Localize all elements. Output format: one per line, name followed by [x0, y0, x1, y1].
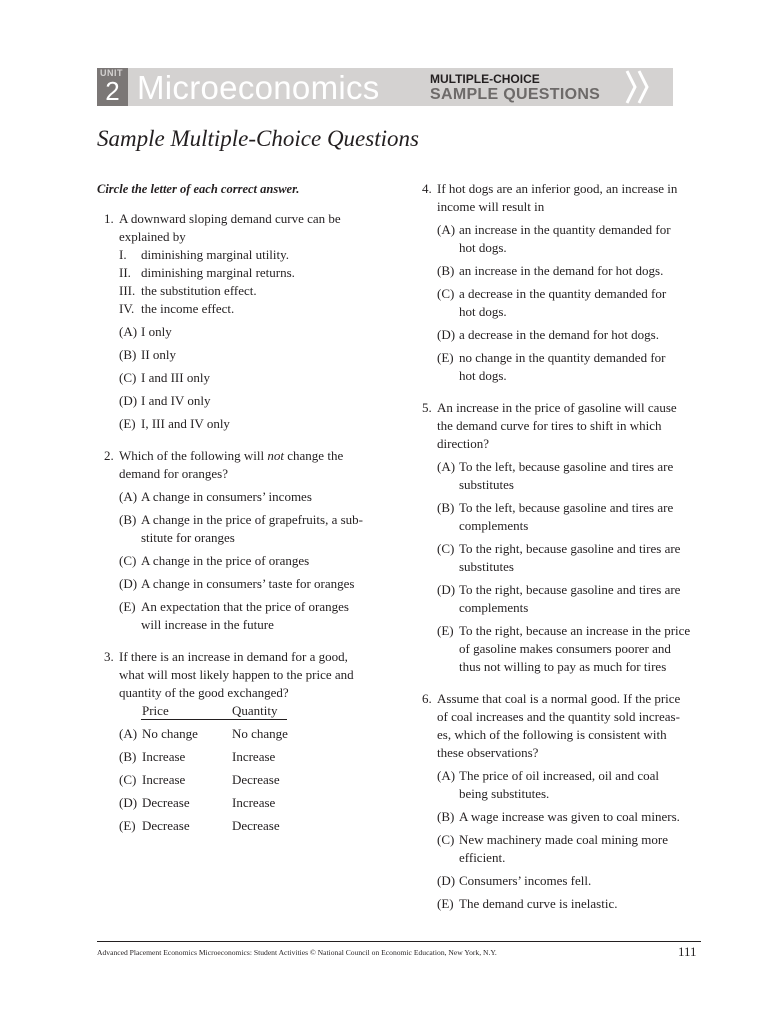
price-cell: Decrease [142, 795, 190, 810]
option-text: I and IV only [141, 393, 211, 408]
double-chevron-right-icon [97, 68, 673, 106]
question-text-line: es, which of the following is consistent with [437, 727, 667, 742]
option-letter: (B) [437, 263, 455, 278]
option-letter: (D) [119, 795, 138, 810]
option-text: A change in the price of oranges [141, 553, 310, 568]
option-letter: (E) [437, 896, 454, 911]
option-text: hot dogs. [459, 240, 507, 255]
question-number: 2. [104, 448, 114, 463]
unit-banner [97, 68, 673, 106]
option-text: A wage increase was given to coal miners. [459, 809, 680, 824]
roman-item [119, 282, 387, 300]
question-text-line: Which of the following will [119, 448, 268, 463]
roman-text: diminishing marginal utility. [141, 247, 290, 262]
question-text-line: quantity of the good exchanged? [119, 685, 289, 700]
option-text: stitute for oranges [141, 530, 235, 545]
roman-text: diminishing marginal returns. [141, 265, 295, 280]
question-number: 6. [422, 691, 432, 706]
table-header [119, 702, 387, 720]
option-letter: (D) [437, 582, 456, 597]
roman-item [119, 264, 387, 282]
roman-numeral: IV. [119, 301, 135, 316]
question-text-line: income will result in [437, 199, 545, 214]
answer-option [119, 346, 387, 364]
answer-option [119, 575, 387, 593]
option-letter: (C) [119, 772, 137, 787]
option-text: complements [459, 518, 529, 533]
question-number: 1. [104, 211, 114, 226]
option-text: thus not willing to pay as much for tires [459, 659, 667, 674]
table-row [119, 748, 387, 766]
roman-list [119, 246, 387, 318]
option-letter: (A) [437, 459, 456, 474]
option-letter: (A) [119, 324, 138, 339]
option-letter: (E) [437, 623, 454, 638]
right-column [415, 180, 705, 913]
question-3 [97, 648, 387, 835]
option-text: will increase in the future [141, 617, 274, 632]
price-cell: Increase [142, 749, 186, 764]
emphasis-not: not [267, 448, 285, 463]
option-letter: (B) [119, 512, 137, 527]
option-text: The price of oil increased, oil and coal [459, 768, 659, 783]
option-letter: (A) [119, 489, 138, 504]
answer-option [119, 369, 387, 387]
roman-numeral: II. [119, 265, 131, 280]
roman-item [119, 300, 387, 318]
column-header-quantity: Quantity [232, 703, 278, 718]
option-text: hot dogs. [459, 368, 507, 383]
option-letter: (E) [437, 350, 454, 365]
option-letter: (D) [437, 327, 456, 342]
unit-title: Microeconomics [137, 69, 380, 106]
answer-option [437, 285, 705, 321]
option-text: The demand curve is inelastic. [459, 896, 618, 911]
option-text: To the right, because an increase in the price [459, 623, 691, 638]
question-text-line: what will most likely happen to the price and [119, 667, 354, 682]
answer-option [437, 622, 705, 676]
option-letter: (B) [119, 749, 137, 764]
option-text: I only [141, 324, 172, 339]
section-label-bottom: SAMPLE QUESTIONS [430, 86, 601, 103]
question-number: 4. [422, 181, 432, 196]
question-text-line: If there is an increase in demand for a good, [119, 649, 348, 664]
price-cell: No change [142, 726, 198, 741]
question-text [437, 399, 705, 453]
table-header-rule [141, 719, 287, 720]
question-text [119, 447, 387, 483]
option-letter: (B) [437, 809, 455, 824]
quantity-cell: Increase [232, 795, 276, 810]
answer-option [437, 499, 705, 535]
answer-option [437, 767, 705, 803]
answer-option [119, 392, 387, 410]
quantity-cell: Decrease [232, 772, 280, 787]
option-letter: (A) [437, 768, 456, 783]
roman-numeral: I. [119, 247, 127, 262]
unit-number: 2 [105, 76, 120, 106]
option-text: a decrease in the demand for hot dogs. [459, 327, 659, 342]
option-letter: (B) [119, 347, 137, 362]
option-text: II only [141, 347, 177, 362]
option-letter: (B) [437, 500, 455, 515]
answer-option [437, 831, 705, 867]
option-text: A change in consumers’ incomes [141, 489, 312, 504]
option-text: an increase in the quantity demanded for [459, 222, 671, 237]
question-number: 5. [422, 400, 432, 415]
question-4 [415, 180, 705, 385]
option-text: a decrease in the quantity demanded for [459, 286, 667, 301]
question-text-line: these observations? [437, 745, 539, 760]
option-text: substitutes [459, 477, 514, 492]
option-letter: (D) [119, 393, 138, 408]
footer-copyright: Advanced Placement Economics Microeconomics: Student Activities © National Council on Economic Education, New York, N.Y. [97, 948, 497, 957]
answer-option [119, 598, 387, 634]
question-text-line: direction? [437, 436, 489, 451]
option-letter: (D) [437, 873, 456, 888]
quantity-cell: No change [232, 726, 288, 741]
answer-option [119, 415, 387, 433]
question-text [437, 180, 705, 216]
table-row [119, 725, 387, 743]
roman-numeral: III. [119, 283, 136, 298]
question-text-line: change the [284, 448, 344, 463]
answer-option [119, 323, 387, 341]
answer-option [437, 540, 705, 576]
option-letter: (C) [437, 832, 455, 847]
price-cell: Decrease [142, 818, 190, 833]
question-text-line: Assume that coal is a normal good. If the price [437, 691, 681, 706]
option-text: A change in consumers’ taste for oranges [141, 576, 355, 591]
option-text: A change in the price of grapefruits, a sub- [141, 512, 364, 527]
option-text: To the right, because gasoline and tires are [459, 582, 681, 597]
left-column [97, 180, 387, 835]
question-6 [415, 690, 705, 913]
instructions: Circle the letter of each correct answer. [97, 182, 300, 196]
answer-option [437, 221, 705, 257]
option-text: To the left, because gasoline and tires are [459, 459, 674, 474]
option-text: being substitutes. [459, 786, 550, 801]
option-text: An expectation that the price of oranges [141, 599, 349, 614]
question-text [437, 690, 705, 762]
option-text: complements [459, 600, 529, 615]
page-number: 111 [678, 944, 697, 959]
table-row [119, 771, 387, 789]
table-row [119, 817, 387, 835]
question-text-line: A downward sloping demand curve can be [119, 211, 341, 226]
option-text: an increase in the demand for hot dogs. [459, 263, 664, 278]
question-2 [97, 447, 387, 634]
answer-option [437, 458, 705, 494]
answer-option [437, 326, 705, 344]
question-text [119, 648, 387, 702]
answer-option [437, 581, 705, 617]
option-letter: (C) [437, 286, 455, 301]
quantity-cell: Increase [232, 749, 276, 764]
option-text: I and III only [141, 370, 210, 385]
option-text: Consumers’ incomes fell. [459, 873, 592, 888]
option-text: efficient. [459, 850, 506, 865]
answer-option [119, 511, 387, 547]
option-text: substitutes [459, 559, 514, 574]
option-letter: (E) [119, 416, 136, 431]
option-text: To the left, because gasoline and tires are [459, 500, 674, 515]
question-text-line: If hot dogs are an inferior good, an increase in [437, 181, 678, 196]
price-cell: Increase [142, 772, 186, 787]
question-text-line: of coal increases and the quantity sold increas- [437, 709, 680, 724]
question-text-line: the demand curve for tires to shift in which [437, 418, 662, 433]
option-text: no change in the quantity demanded for [459, 350, 666, 365]
answer-option [437, 872, 705, 890]
option-letter: (A) [119, 726, 138, 741]
option-text: To the right, because gasoline and tires are [459, 541, 681, 556]
question-text [119, 210, 387, 246]
option-text: hot dogs. [459, 304, 507, 319]
roman-text: the substitution effect. [141, 283, 257, 298]
page-title: Sample Multiple-Choice Questions [97, 126, 419, 151]
answer-option [119, 552, 387, 570]
table-row [119, 794, 387, 812]
option-letter: (D) [119, 576, 138, 591]
unit-label: UNIT [100, 68, 123, 78]
question-number: 3. [104, 649, 114, 664]
roman-text: the income effect. [141, 301, 235, 316]
answer-option [437, 808, 705, 826]
answer-option [437, 262, 705, 280]
answer-option [437, 349, 705, 385]
quantity-cell: Decrease [232, 818, 280, 833]
answer-option [437, 895, 705, 913]
question-text-line: An increase in the price of gasoline will cause [437, 400, 677, 415]
option-letter: (C) [437, 541, 455, 556]
option-text: I, III and IV only [141, 416, 230, 431]
section-label-top: MULTIPLE-CHOICE [430, 72, 540, 86]
option-text: New machinery made coal mining more [459, 832, 669, 847]
roman-item [119, 246, 387, 264]
question-text-line: demand for oranges? [119, 466, 229, 481]
answer-table [119, 702, 387, 835]
question-5 [415, 399, 705, 676]
footer-rule [97, 941, 701, 942]
column-header-price: Price [142, 703, 169, 718]
option-letter: (A) [437, 222, 456, 237]
option-letter: (C) [119, 553, 137, 568]
question-text-line: explained by [119, 229, 186, 244]
answer-option [119, 488, 387, 506]
option-text: of gasoline makes consumers poorer and [459, 641, 671, 656]
option-letter: (C) [119, 370, 137, 385]
option-letter: (E) [119, 599, 136, 614]
question-1 [97, 210, 387, 433]
option-letter: (E) [119, 818, 136, 833]
